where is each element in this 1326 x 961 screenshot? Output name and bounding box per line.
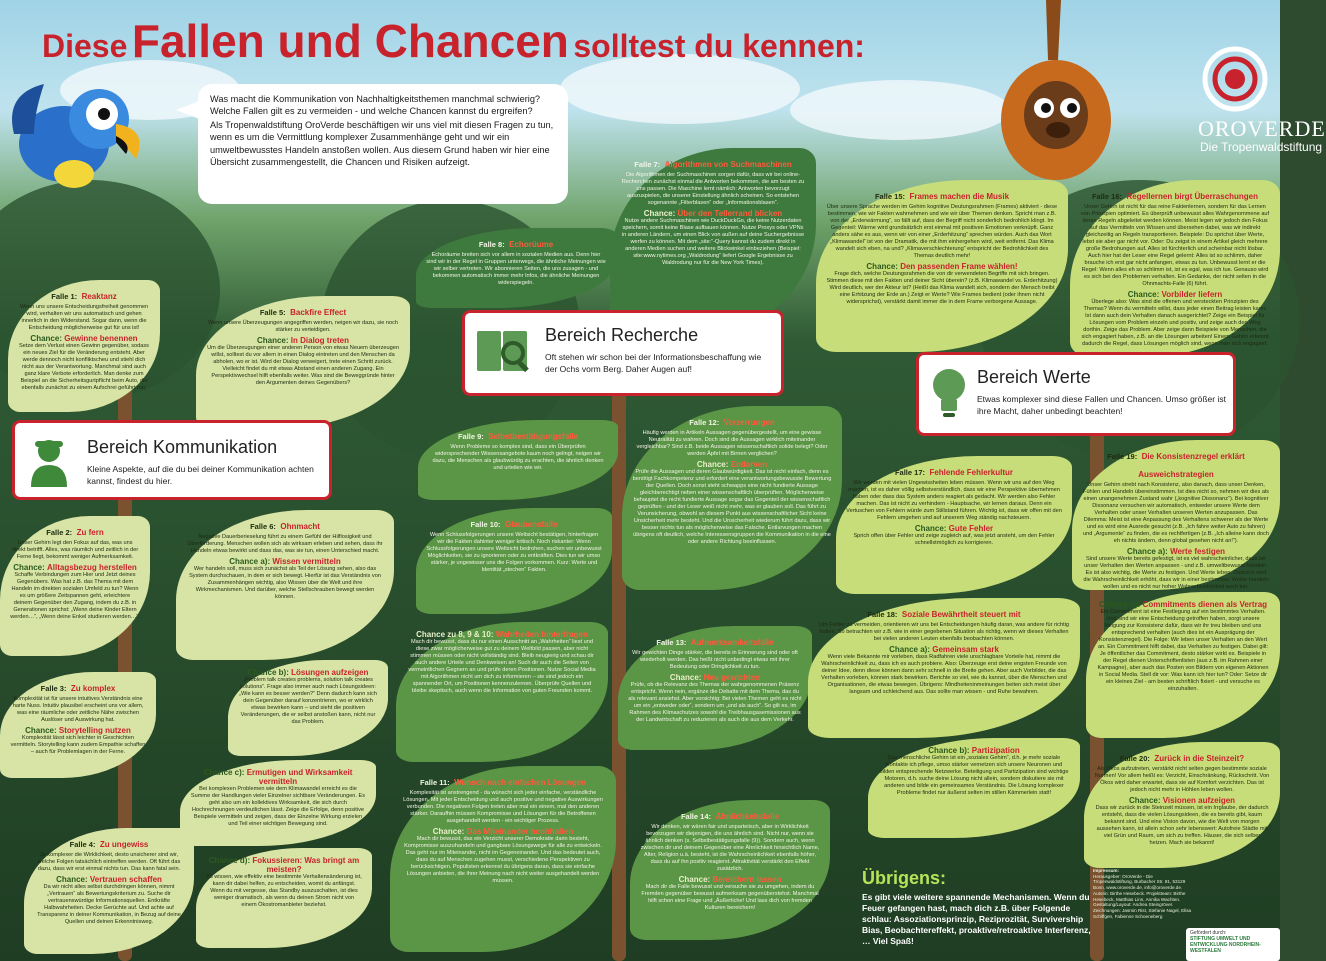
- sponsor-box: [1186, 928, 1280, 961]
- chance-body: Mach dir die Falle bewusst und versuche sie zu umgehen, indem du Fremden gegenüber bewusst aufmerksam gegenüberstehst. Manchmal hilft schon eine Frage und „Äußerliche! Und lass dich von fremden Kulturen bereichern!: [641, 883, 819, 911]
- title-part: solltest du kennen:: [573, 28, 865, 64]
- chance-title: Gemeinsam stark: [932, 644, 999, 654]
- chance-body: Frage dich, welche Deutungsrahmen die von dir verwendeten Begriffe mit sich bringen. Stimmen diese mit den Fakten und deiner Sicht überein? (z.B. Klimawandel vs. Erderhitzung) Wird deutlich, wer der Akteur ist? (Heißt das Klima wandelt sich, sondern der Mensch treibt eine Erhitzung der Erde an.) Zeigt er Werte? Wie Frames bedient (oder ihnen nicht widersprichst), verstärkt damit immer die in dem Frame verborgene Aussage.: [826, 270, 1058, 305]
- chance-body: Prüfe, ob die Relevanz des Themas der wahrgenommenen Präsenz entspricht. Wenn nein, ergänze die Debatte mit dem Thema, das du als relevant ansiehst. Aber vorsichtig: Bei vielen Themen geht es nicht um ein „entweder oder“, sondern um „und als auch“. So gilt es, im Rahmen des Klimaschutzes sowohl die Treibhausgasemissionen aus der Landwirtschaft zu reduzieren als auch die aus dem Verkehr.: [628, 681, 802, 723]
- leaf-number: Falle 2:: [46, 528, 73, 537]
- chance-label: Chance zu 8, 9 & 10:: [416, 630, 494, 639]
- leaf-title: Zu ungewiss: [99, 840, 149, 849]
- leaf-title: Frames machen die Musik: [909, 192, 1010, 201]
- leaf-body: Wir denken, wir wären fair und unparteiisch, aber in Wirklichkeit bevorzugen wir diejenigen, die uns ähnlich sind. Nicht nur, wenn sie ähnlich denken (s. Selbstbestätigungsfalle (9)). Sondern auch, wenn zwischen dir und deinem Gegenüber eine Ähnlichkeit hinsichtlich Name, Alter, Religion u.ä. besteht, ist die Wahrscheinlichkeit ebenfalls höher, dass du auf ihn positiv reagierst. Attraktivität verstärkt den Effekt zusätzlich.: [640, 824, 820, 872]
- bereich-kommunikation-panel: [12, 420, 332, 500]
- leaf-body: Wenn unsere Überzeugungen angegriffen werden, neigen wir dazu, sie noch stärker zu verteidigen.: [207, 320, 399, 333]
- chance-body: Wer handeln soll, muss sich zunächst als Teil der Lösung sehen, also das System durchschauen, in dem er sich bewegt. Hierfür ist das Verständnis von Zusammenhängen wichtig, also Wissen über die Welt und ihre Wirkmechanismen. Und darüber, welche Stellschrauben bewegt werden können.: [189, 565, 381, 600]
- chance-title: Visionen aufzeigen: [1162, 795, 1236, 805]
- chance-label: Chance c):: [203, 768, 245, 777]
- bereich-recherche-panel: [462, 310, 784, 396]
- chance-title: Über den Tellerrand blicken: [677, 208, 783, 218]
- chance-label: Chance:: [25, 725, 57, 735]
- leaf-title: Echorüume: [509, 240, 554, 249]
- chance-label: Chance d):: [208, 856, 251, 865]
- chance-body: Bei komplexen Problemen wie dem Klimawandel erreicht es die Summe der Handlungen vieler Einzelner sichtbare Veränderungen. Es geht also um ein kollektives Wirksamkeit, die sich durch Hochrechnungen verdeutlichen lässt. Zeige die Erfolge, denn positive Beispiele vermitteln und zeigen, dass der Einzelne Wirkung erzielen und Teil einer wichtigen Bewegung sind.: [190, 786, 366, 827]
- leaf-body: Unser Gehirn strebt nach Konsistenz, also danach, dass unser Denken, Fühlen und Handeln übereinstimmen. Ist dies nicht so, nehmen wir dies als einen unangenehmen Zustand wahr („kognitive Dissonanz“). Bei kognitiver Dissonanz versuchen wir automatisch, entweder unsere Werte dem Verhalten oder unser Verhalten unseren Werten anzupassen. Das Dilemma: Meist ist eine Anpassung des Verhaltens schwerer als der Werte und es wird eine Ausrede gesucht (z.B. „Ich fahre weiter Auto zu fahren) und „Argumente“ zu finden, die es rechtfertigen (z.B. „Ich alleine kann doch eh nichts ändern, denn global gesehen nicht an!“).: [1083, 482, 1269, 544]
- leaf-title: Reaktanz: [81, 292, 117, 301]
- leaf-title: Fehlende Fehlerkultur: [929, 468, 1014, 477]
- chance-body: Sprich offen über Fehler und zeige zugleich auf, was jetzt ansteht, um den Fehler schnellstmöglich zu korrigieren.: [853, 532, 1055, 546]
- impressum-text: Herausgeber: OroVerde - Die Tropenwaldstiftung, Burbacher Str. 81, 53129 Bonn, www.oroverde.de, info@oroverde.de. Autorin: Birthe Hesebeck. Projektteam: Birthe Hesebeck, Matthias Linn, Annika Wachten. Gestaltung/Layout: Andrea Steingröver. Zeichnungen: Jasmin Rist, Stefanie Nagel, Elisa Schiffgen, Fabienne Schoeneberg: [1093, 873, 1192, 919]
- chance-label: Chance a):: [1126, 546, 1168, 556]
- chance-body: Sind unsere Werte bereits gefestigt, ist es viel wahrscheinlicher, dass wir unser Verhalten den Werten anpassen - und z.B. umweltbewusst handeln. Es ist also wichtig, die Werte zu festigen. Und Werte leben. Dadurch wird die Wahrscheinlichkeit erhöht, dass wir in einer bestimmten Weise handeln wollen und es nicht nur hoher Wahrscheinlichkeit auch tun.: [1083, 555, 1269, 590]
- chance-label: Chance:: [866, 261, 898, 271]
- leaf-title: Zu fern: [76, 528, 104, 537]
- chance-body: Um die Überzeugungen einer anderen Person von etwas Neuem überzeugen willst, solltest du vor allem in einen Dialog eintreten und den Menschen da abholen, wo er ist. Wird der Dialog verweigert, trete einen Schritt zurück. Vielleicht findet du mit etwas Abstand einen anderen Zugang. Ein Perspektivwechsel hilft ebenfalls weiter. Was sind die Beweggründe hinter den Argumenten deines Gegenübers?: [207, 344, 399, 386]
- person-icon: [25, 433, 73, 492]
- chance-body: Überlege also: Was sind die offenen und versteckten Prinzipien des Themas? Wenn du vermitteln willst, dass jeder einen Beitrag leisten kann: Ist dann auch dein Verhalten danach ausgerichtet? Zeige ein Beispiel für Lösungen vom Problem einzeln und positiv, und zeige auch den Weg dorthin. Zeige das Problem. Aber zeige dann Beispiele von Menschen, die sich engagiert haben, z.B. an die Lösungen arbeiten! Einem Gehirn erkennt dadurch die Regel, dass Lösungen möglich sind, wenn man sich engagiert.: [1081, 298, 1269, 347]
- chance-body: Komplexität lässt sich leichter in Geschichten vermitteln. Storytelling kann zudem Empathie schaffen – auch für Problemlagen in der Ferne.: [10, 734, 146, 755]
- leaf-title: Verzerrungen: [723, 418, 775, 427]
- intro-question: Was macht die Kommunikation von Nachhaltigkeitsthemen manchmal schwierig? Welche Fallen gilt es zu vermeiden - und welche Chancen kannst du ergreifen?: [210, 94, 541, 117]
- bereich-title: Bereich Kommunikation: [87, 437, 278, 457]
- chance-label: Chance:: [678, 874, 711, 884]
- leaf-body: Wenn Schlussfolgerungen unsere Weltsicht bestätigen, hinterfragen wir die Fakten dahinter weniger kritisch. Noch riskanter: Wenn Schlussfolgerungen unsere Weltsicht bedrohen, suchen wir unbewusst Möglichkeiten, sie zu ignorieren oder zu entkräften. Dies tun wir umso stärker, je ungewisser uns die Folgen vorkommen. Kurz: Werte und Identität „stechen“ Fakten.: [426, 532, 602, 573]
- chance-title: Neu gewichten: [703, 672, 761, 682]
- chance-body: Schaffe Verbindungen zum Hier und Jetzt deines Gegenübers. Was hat z.B. das Thema mit dem Handeln im direkten sozialen Umfeld zu tun? Wenn es um größere Zeitspannen geht, erleichtere deinem Gegenüber den Zugang, indem du z.B. in Generationen sprichst: „Wenn deine Kinder Eltern werden…“, „Wenn deine Enkel studieren werden…“.: [10, 571, 140, 620]
- leaf-body: Über unsere Sprache werden im Gehirn kognitive Deutungsrahmen (Frames) aktiviert - diese bestimmen, wie wir Fakten wahrnehmen und wie wir über Themen denken. Spricht man z.B. von der „Erderwärmung“, so fällt auf, dass der Begriff nicht sonderlich bedrohlich klingt. Im Gegenteil: Wärme wird grundsätzlich erst einmal mit positiven Emotionen verknüpft. Ganz anders sähe es aus, wenn wir von einer „Erderhitzung“ sprechen würden. Auch das Wort „Klimawandel“ ist von der Dramatik, die mit ihm einhergehen wird, weit entfernt. Das Klima wandelt sich eben, na und? „Klimaverschlechterung“ entspricht der Bedrohlichkeit des Themas deutlich mehr!: [826, 204, 1058, 259]
- chance-body: Dass wir zurück in die Steinzeit müssen, ist ein Irrglaube, der dadurch entsteht, dass die vielen Lösungsideen, die es bereits gibt, kaum bekannt sind. Und eine Vision davon, wie die Welt von morgen aussehen kann, ist allein schon sehr lebenswert: Autofreie Städte mit viel Grün und Raum, um sich zu treffen. Häuser, die sich selber heizen. Mach sie bekannt!: [1095, 804, 1269, 846]
- chance-body: Nutze andere Suchmaschinen wie DuckDuckGo, die keine Nutzerdaten speichern, somit keine Blase aufbauen können. Nutze Proxys oder VPNs in anderen Ländern, um einen Blick von außen auf deine Suchergebnisse werfen zu können. Mit dem „site:“-Query kannst du zudem direkt in anderen Medien suchen und weitere Blickwinkel einbeziehen (Beispiel: site:www.nytimes.org „Waldrodung“ liefert Google Ergebnisse zu Waldrodung nur für die New York Times).: [621, 217, 805, 266]
- leaf-number: Falle 18:: [867, 610, 898, 619]
- tree-trunk: [612, 320, 626, 961]
- leaf-number: Falle 15:: [874, 192, 905, 201]
- leaf-body: Um Fehler zu vermeiden, orientieren wir uns bei Entscheidungen häufig daran, was andere für richtig halten. So betrachten wir z.B. wie in einer gegebenen Situation als richtig, wenn wir dieses Verhalten bei vielen anderen Leuten ebenfalls beobachten können.: [819, 622, 1069, 642]
- page-title: [42, 14, 865, 68]
- leaf-number: Falle 16:: [1091, 192, 1122, 201]
- cloud: [790, 80, 1010, 140]
- chance-label: Chance b):: [928, 746, 970, 755]
- leaf-body: Komplexität ist anstrengend - da wünscht sich jeder einfache, verständliche Lösungen. Mit jeder Entscheidung und auch positive und negative Auswirkungen verbunden. Die negativen Folgen treten aber mal ein einem, mal den anderen stärker. Daraufhin müssen Kompromisse und Lösungen für die Betroffenen ausgehandelt werden - ein wichtiger Prozess.: [403, 790, 603, 824]
- chance-title: Ermutigen und Wirksamkeit vermitteln: [246, 768, 353, 786]
- parrot-illustration: [4, 74, 154, 204]
- leaf-body: Wir werden mit vielen Ungewissheiten leben müssen. Wenn wir uns auf den Weg machen, ist es daher völlig selbstverständlich, dass wir eine Perspektive übernehmen haben oder dass das System anders reagiert als gedacht. Wir werden also Fehler machen. Das ist nicht zu verhindern - Hauptsache, wir lernen daraus. Denn ein Vertuschen von Fehlern würde zum Stillstand führen. Wichtig ist, dass wir offen mit den Fehlern umgehen und auf unserem Weg ständig nachsteuern.: [846, 480, 1062, 521]
- chance-label: Chance:: [1128, 795, 1161, 805]
- leaf-title: Zurück in die Steinzeit?: [1154, 754, 1245, 763]
- leaf-body: Als Ökos aufzutreten, verstärkt nicht selten gegen bestimmte soziale Normen! Vor allem heißt es: Verzicht, Einschränkung, Rückschritt. Von Ökos wird daher erwartet, dass sie auf Komfort verzichten. Das ist jedoch nicht mehr in Höhlen leben wollen.: [1094, 766, 1270, 793]
- chance-label: Chance:: [56, 874, 88, 884]
- chance-label: Chance:: [256, 335, 289, 345]
- chance-title: Fokussieren: Was bringt am meisten?: [252, 856, 360, 874]
- uebrigens-section: [862, 868, 1092, 947]
- sponsor-name: STIFTUNG UMWELT UND ENTWICKLUNG NORDRHEIN-WESTFALEN: [1190, 936, 1261, 954]
- leaf-number: Falle 7:: [634, 160, 661, 169]
- chance-body: Setze dem Verlust einen Gewinn gegenüber, sodass ein neues Ziel für die Veränderung entsteht. Aber werde dennoch nicht konfliktscheu und stiehl dich nicht aus der Verantwortung. Manchmal sind auch ganz klare Verbote erforderlich. Man denke zum Beispiel an die Sicherheitsgurtpflicht beim Auto, die ebenfalls zunächst zu einem Aufschrei geführt hat.: [19, 342, 149, 391]
- book-magnifier-icon: [475, 325, 533, 384]
- bereich-title: Bereich Werte: [977, 367, 1091, 387]
- leaf-title: Regellernen birgt Überraschungen: [1126, 192, 1259, 201]
- chance-title: Commitments dienen als Vertrag: [1142, 600, 1268, 609]
- leaf-number: Falle 4:: [69, 840, 96, 849]
- bereich-description: Kleine Aspekte, auf die du bei deiner Kommunikation achten kannst, findest du hier.: [87, 464, 314, 487]
- leaf-title: Soziale Bewährtheit steuert mit: [901, 610, 1021, 619]
- chance-title: Bereichern lassen: [712, 874, 782, 884]
- chance-body: „Problem talk creates problems, solution talk creates solutions“. Frage also immer auch nach Lösungsideen: „Wie kann es besser werden?“ Denn dadurch kann sich dein Gegenüber darauf konzentrieren, wo er wirklich etwas bewirken kann – und sieht die positiven Veränderungen, die er selbst anstoßen kann, nicht nur das Problem.: [239, 677, 377, 725]
- chance-label: Chance:: [643, 208, 676, 218]
- leaf-body: Negative Dauerberieselung führt zu einem Gefühl der Hilflosigkeit und Überforderung. Menschen wollen sich als wirksam erleben und sehen, dass ihr Handeln etwas bewirkt und dass das, was sie tun, einen Unterschied macht.: [187, 534, 383, 554]
- leaf-number: Falle 3:: [40, 684, 67, 693]
- title-highlight: Fallen und Chancen: [131, 15, 569, 67]
- leaf-number: Falle 17:: [894, 468, 925, 477]
- leaf-body: Wenn Probleme so komplex sind, dass ein Überprüfen widersprechender Wissensangebote kaum noch gelingt, neigen wir dazu, die Menschen als glaubwürdig zu erachten, die ähnlich denken und urteilen wie wir.: [432, 444, 604, 471]
- leaf-body: Je komplexer die Wirklichkeit, desto unsicherer sind wir, welche Folgen tatsächlich eintreffen werden. Oft führt das dazu, dass wir erst einmal nichts tun. Das kann fatal sein.: [37, 852, 181, 872]
- chance-body: Ein Commitment ist eine Festlegung auf ein bestimmtes Verhalten. Und sind wir eine Entscheidung getroffen haben, sorgt unsere Neigung zur Konsistenz dafür, dass wir ihr treu bleiben und uns entsprechend verhalten (auch dies ist ein Ausprägung der Konsistenzregel). Die Folge: Wir leben unser Verhalten an den Wert an. Ein Commitment hilft dabei, das Verhalten zu festigen. Dabei gilt: Je öffentlicher das Commitment, desto stärker wirkt es. Beispiele in der Regel dienen Unterschriftenlisten (aus z.B. im Rahmen einer Kampagne), aber auch das Posten von Bildern von eigenen Aktionen in Social Media. Stell dir vor: Was kann ich hier tun? Oder: Setze dir ein kleines Ziel - am besten schriftlich fixiert - und versuche es einzuhalten.: [1097, 609, 1269, 692]
- leaf-body: Komplexität ist für unsere intuitives Verständnis eine harte Nuss. Intuitiv plausibel erscheint uns vor allem, was eine räumliche oder zeitliche Nähe zwischen Auslöser und Auswirkung hat.: [12, 696, 144, 723]
- leaf-number: Falle 19:: [1107, 452, 1138, 461]
- chance-title: In Dialog treten: [290, 335, 350, 345]
- leaf-number: Falle 11:: [420, 778, 450, 787]
- chance-title: Partizipation: [971, 746, 1020, 755]
- impressum-section: [1093, 868, 1193, 920]
- logo-tagline: Die Tropenwaldstiftung: [1200, 140, 1323, 154]
- chance-label: Chance:: [669, 672, 702, 682]
- leaf-number: Falle 1:: [51, 292, 78, 301]
- leaf-body: Unser Gehirn legt den Fokus auf das, was uns direkt betrifft. Alles, was räumlich und zeitlich in der Ferne liegt, bekommt weniger Aufmerksamkeit.: [11, 540, 139, 560]
- leaf-body: Wenn uns unsere Entscheidungsfreiheit genommen wird, verhalten wir uns automatisch und gehen innerlich in den Widerstand. Sogar dann, wenn die Entscheidung möglicherweise gut für uns ist!: [19, 304, 149, 331]
- chance-label: Chance:: [696, 459, 729, 469]
- uebrigens-text: Es gibt viele weitere spannende Mechanismen. Wenn du Feuer gefangen hast, mach dich z.B. über Folgende schlau: Assoziationsprinzip, Reziprozität, Survivership Bias, Beobachtereffekt, proaktive/retroaktive Interferenz, … Viel Spaß!: [862, 892, 1091, 947]
- chance-title: Alltagsbezug herstellen: [47, 562, 137, 572]
- oroverde-logo: [1190, 34, 1326, 154]
- chance-body: Zu wissen, wie effektiv eine bestimmte Verhaltensänderung ist, kann dir dabei helfen, zu entscheiden, womit du anfängst. Wenn du mit vergesse, das Standby auszuschalten, ist dies weniger dramatisch, als wenn du deinen Strom nicht von einem Ökostromanbieter beziehst.: [206, 874, 362, 908]
- uebrigens-heading: Übrigens:: [862, 868, 947, 888]
- leaf-title: Algorithmen von Suchmaschinen: [664, 160, 792, 169]
- logo-brand: OROVERDE: [1198, 116, 1326, 141]
- sponsor-label: Gefördert durch:: [1190, 930, 1227, 936]
- chance-title: Wahrheiten hinterfragen: [495, 630, 588, 639]
- leaf-body: Wir gewichten Dinge stärker, die bereits in Erinnerung sind oder oft wiederholt werden. Das heißt nicht unbedingt etwas mit ihrer Bedeutung oder Dringlichkeit zu tun.: [632, 650, 798, 670]
- leaf-number: Falle 10:: [470, 520, 501, 529]
- chance-title: Gewinne benennen: [64, 333, 138, 343]
- leaf-number: Falle 14:: [680, 812, 711, 821]
- leaf-title: Die Konsistenzregel erklärt Ausweichstrategien: [1138, 452, 1245, 479]
- leaf-body: Häufig werden in Artikeln Aussagen gegenübergestellt, um eine gewisse Neutralität zu wahren. Doch sind die Aussagen wirklich miteinander vergleichbar? Sind z.B. beide Aussagen wissenschaftlich solide belegt? Oder werden Äpfel mit Birnen verglichen?: [636, 430, 828, 457]
- leaf-title: Ohnmacht: [280, 522, 320, 531]
- leaf-title: Aufmerksamkeitsfalle: [690, 638, 774, 647]
- chance-title: Entlarven: [730, 459, 768, 469]
- chance-title: Werte festigen: [1170, 546, 1226, 556]
- leaf-number: Falle 20:: [1119, 754, 1150, 763]
- leaf-title: Glaubensfalle: [505, 520, 558, 529]
- impressum-heading: Impressum:: [1093, 868, 1120, 873]
- leaf-number: Falle 5:: [259, 308, 286, 317]
- bereich-werte-panel: [916, 352, 1236, 436]
- monkey-illustration: [986, 0, 1126, 190]
- title-part: Diese: [42, 28, 128, 64]
- leaf-body: Echoräume breiten sich vor allem in sozialen Medien aus. Denn hier sind wir in der Regel in Gruppen unterwegs, die ähnliche Meinungen wie wir selber vertreten. Wir abonnieren Seiten, die uns zusagen - und bekommen automatisch immer mehr Infos, die ähnliche Meinungen widerspiegeln.: [426, 252, 606, 286]
- chance-label: Chance b):: [247, 668, 289, 677]
- leaf-title: Selbstbestätigungsfalle: [488, 432, 579, 441]
- chance-label: Chance:: [30, 333, 62, 343]
- chance-title: Den passenden Frame wählen!: [900, 261, 1018, 271]
- chance-label: Chance:: [432, 826, 465, 836]
- leaf-number: Falle 9:: [457, 432, 484, 441]
- leaf-number: Falle 12:: [689, 418, 720, 427]
- bereich-description: Oft stehen wir schon bei der Informationsbeschaffung wie der Ochs vorm Berg. Daher Augen auf!: [545, 352, 762, 375]
- chance-title: Storytelling nutzen: [58, 725, 131, 735]
- leaf-number: Falle 6:: [250, 522, 276, 531]
- leaf-title: Wunsch nach einfachen Lösungen: [454, 778, 586, 787]
- bereich-title: Bereich Recherche: [545, 325, 699, 345]
- bereich-description: Etwas komplexer sind diese Fallen und Chancen. Umso größer ist ihre Macht, daher unbedingt beachten!: [977, 394, 1226, 417]
- leaf-body: Unser Gehirn ist nicht für das reine Faktenlernen, sondern für das Lernen von Prinzipien optimiert. Es überprüft unbewusst alles Wahrgenommene auf deren Regeln abgeleitet werden können. Meist legen wir jedoch den Fokus auf das Vermitteln von Wissen und übersehen dabei, was wir indirekt gleichzeitig an Regeln transportieren. Beispiele: Du sprichst über Werte, lebst sie aber gar nicht vor. Oder: Du zeigst in einem Artikel gleich mehrere große Bedrohungen auf. Alles ist fürchterlich und scheinbar nicht lösbar. Auch hier hat der Leser eine Regel gelernt: Alles ist so schlimm, daher brauche ich erst gar nicht anfangen, etwas zu tun. Unbewusst lernt er die Regel: Wenn alles eh so schlimm ist, ist es egal, was ich tue. Genauso wird es sich bei den Problemen verhalten. Ein Gedanke, der nicht selten in die Ohnmachts-Falle (6) führt.: [1080, 204, 1270, 287]
- chance-label: Chance:: [914, 523, 947, 533]
- chance-label: Chance:: [1127, 289, 1160, 299]
- chance-body: Prüfe die Aussagen und deren Glaubwürdigkeit. Das ist nicht einfach, denn es benötigt Fachkompetenz und erfordert eine verantwortungsbewusste Bewertung der Quellen. Doch sonst steht schwapps eine nicht fundierte Aussage gleichberechtigt neben einer wissenschaftlich überprüften. Möglicherweise behauptet die nicht fundierte Aussage sogar das Gegenteil der wissenschaftlich geprüften - und der Leser weiß nicht mehr, was er glauben soll. Das führt zu Verunsicherung, obwohl an diesem Punkt aus wissenschaftlicher Sicht keine Unsicherheit mehr besteht. Und die Unsicherheit wiederum führt dazu, dass wir besser nichts tun als möglicherweise das Falsche. Entlarvungen machen übrigens oft deutlich, welche Interessensgruppen die Kommunikation in die eine oder andere Richtung beeinflussen.: [632, 468, 832, 545]
- chance-label: Chance a):: [229, 556, 271, 566]
- lightbulb-icon: [929, 365, 969, 424]
- chance-title: Gute Fehler: [948, 523, 994, 533]
- chance-body: Das menschliche Gehirn ist ein „soziales Gehirn“, d.h. je mehr soziale Kontakte ich pflege, umso stärker vernetzen sich unsere Neuronen und bilden entsprechende Netzwerke. Beteiligung und Partizipation sind wichtige Motoren, d.h. suche deine Lösung nicht allein, sondern diskutiere sie mit anderen und bilde ein gemeinsames Verständnis. Die Lösung komplexer Probleme findet nur äußerst selten im stillen Kämmerlein statt!: [879, 755, 1069, 796]
- leaf-body: Die Algorithmen der Suchmaschinen sorgen dafür, dass wir bei online-Recherchen zunächst einmal die Antworten bekommen, die am besten zu uns passen. Die Maschine lernt nämlich: Antworten bevorzugt auszuspielen, die unserer Einstellung ähnlich scheinen. So entstehen sogenannte „Filterblasen“ oder „Informationsblasen“.: [621, 172, 805, 206]
- chance-label: Chance a):: [889, 644, 930, 654]
- chance-body: Mach dir bewusst, das ein Verzicht unserer Demokratie darin besteht, Kompromisse auszuhandeln und gangbare Lösungswege für alle zu entwickeln. Das geht nur im Miteinander, nicht im Gegeneinander. Und das bedeutet auch, dass du auf Menschen zugehen musst, verschiedene Perspektiven zu berücksichtigen. Populisten erkennst du übrigens daran, dass sie einfache Lösungen anbieten, die ihrer Meinung nach nicht weiter ausgehandelt werden müssen.: [404, 835, 602, 884]
- leaf-falle-16: [1070, 180, 1280, 356]
- leaf-title: Backfire Effect: [290, 308, 347, 317]
- chance-title: Wissen vermitteln: [272, 556, 341, 566]
- leaf-falle-19: [1072, 440, 1280, 590]
- leaf-title: Zu komplex: [70, 684, 116, 693]
- chance-body: Wenn viele Bekannte mir vorleben, dass Radfahren viele unschlagbare Vorteile hat, nimmt die Wahrscheinlichkeit zu, dass ich es auch probiere. Also: Überzeuge erst deine engsten Freunde von deiner Idee, denn diese können dann sehr schnell in die Breite gehen. Aber auch Vorbilder, die das Verhalten vorleben, können stark bewirken. Berichte so viel, wie du kannst, über die Menschen und Organisationen, die etwas bewegen. Übrigens: Mindheiteninmeinungen beiten sich meist über langsam und schleichend aus. Das sollte man wissen - und Ruhe bewahren.: [821, 653, 1067, 695]
- leaf-number: Falle 8:: [478, 240, 505, 249]
- chance-title: Das Miteinander hochhalten: [466, 826, 574, 836]
- leaf-number: Falle 13:: [656, 638, 687, 647]
- chance-label: Chance b):: [1098, 600, 1141, 609]
- chance-body: Da wir nicht alles selbst durchdringen können, nimmt „Vertrauen“ als Bewertungskriterium zu. Suche dir vertrauenswürdige Informationsquellen. Entkräfte Halbwahrheiten. Decke Gerüchte auf. Und achte auf Transparenz in deiner Kommunikation, in Bezug auf deine Quellen und deinen Erkenntnisweg.: [37, 883, 181, 925]
- leaf-title: Ähnlichkeitsfalle: [715, 812, 780, 821]
- chance-title: Vertrauen schaffen: [89, 874, 162, 884]
- chance-title: Lösungen aufzeigen: [291, 668, 369, 677]
- chance-title: Vorbilder liefern: [1161, 289, 1223, 299]
- chance-body: Mach dir bewusst, dass du nur einen Ausschnitt an „Wahrheiten“ liest und diese zwar möglicherweise gut zu deinem Weltbild passen, aber nicht stimmen müssen oder nicht vollständig sind. Bleib neugierig und schau dir auch andere Urteile und Denkweisen an! Such dir auch die Seiten von vermeintlichen Gegnern an und prüfe deren Positionen. Nutze Social Media mit Algorithmen nicht um dich zu informieren – sie sind jedoch ein spannender Ort, um Positionen kennenzulernen. Überprüfe Quellen und bleibe skeptisch, auch wenn die Information von guten Freunden kommt.: [408, 639, 596, 694]
- intro-speech-bubble: [198, 84, 568, 204]
- chance-label: Chance:: [13, 562, 45, 572]
- intro-text: Als Tropenwaldstiftung OroVerde beschäftigen wir uns viel mit diesen Fragen zu tun, wenn es um die Vermittlung komplexer Zusammenhänge geht und wir ein umweltbewusstes Handeln anstoßen wollen. Aus diesem Grund haben wir hier eine Übersicht zusammengestellt, die Chancen und Risiken aufzeigt.: [210, 119, 554, 168]
